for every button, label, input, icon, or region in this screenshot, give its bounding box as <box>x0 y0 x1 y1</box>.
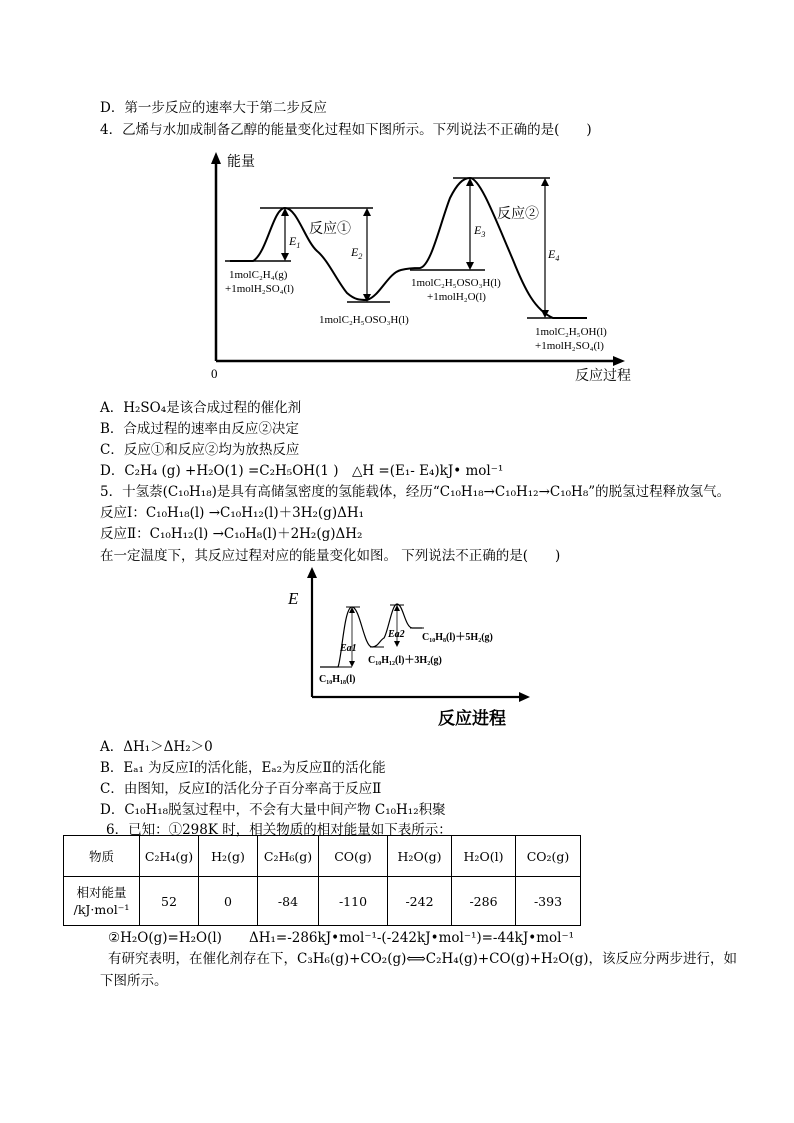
q4-state3-a: 1molC₂H₅OSO₃H(l) <box>411 277 501 289</box>
q4-e3-label: $E_3$ <box>474 223 486 239</box>
q4-stem: 4．乙烯与水加成制备乙醇的能量变化过程如下图所示。下列说法不正确的是( ) <box>100 122 592 138</box>
table-row <box>64 877 581 926</box>
q4-state2: 1molC₂H₅OSO₃H(l) <box>319 314 409 326</box>
q5-energy-diagram <box>282 562 532 732</box>
q5-option-b: B．Eₐ₁ 为反应Ⅰ的活化能，Eₐ₂为反应Ⅱ的活化能 <box>100 760 386 776</box>
q4-state3-b: +1molH₂O(l) <box>427 291 486 303</box>
table-value: 52 <box>140 877 199 926</box>
table-species: CO₂(g) <box>516 836 581 877</box>
q4-option-a: A．H₂SO₄是该合成过程的催化剂 <box>100 400 302 416</box>
q3-option-d: D．第一步反应的速率大于第二步反应 <box>100 100 327 116</box>
q5-state-start: C₁₀H₁₈(l) <box>319 674 356 685</box>
q6-text-line1: 有研究表明，在催化剂存在下，C₃H₆(g)+CO₂(g)⟺C₂H₄(g)+CO(g)+H₂O(g)，该反应分两步进行，如 <box>108 951 737 967</box>
q6-text-line2: 下图所示。 <box>100 973 168 989</box>
table-value: 0 <box>199 877 258 926</box>
q4-x-arrow <box>613 356 625 366</box>
q6-note: ②H₂O(g)=H₂O(l) ΔH₁=-286kJ•mol⁻¹-(-242kJ•mol⁻¹)=-44kJ•mol⁻¹ <box>108 930 575 946</box>
q4-energy-diagram <box>195 148 645 388</box>
q6-energy-table <box>63 835 581 926</box>
q4-origin: 0 <box>211 366 218 381</box>
table-row-label: 相对能量 /kJ·mol⁻¹ <box>64 877 140 926</box>
q4-y-label: 能量 <box>227 155 255 170</box>
q5-reaction2: 反应Ⅱ：C₁₀H₁₂(l) →C₁₀H₈(l)＋2H₂(g)ΔH₂ <box>100 526 363 542</box>
q5-state-mid: C₁₀H₁₂(l)＋3H₂(g) <box>368 655 442 666</box>
table-species: C₂H₄(g) <box>140 836 199 877</box>
q5-ea2-label: Ea2 <box>388 629 405 640</box>
table-value: -286 <box>452 877 516 926</box>
table-species: H₂O(l) <box>452 836 516 877</box>
q4-state1-a: 1molC₂H₄(g) <box>229 269 288 281</box>
q4-x-label: 反应过程 <box>575 369 631 384</box>
q4-reaction1-label: 反应① <box>309 222 351 237</box>
q5-option-c: C．由图知，反应Ⅰ的活化分子百分率高于反应Ⅱ <box>100 781 382 797</box>
q4-e1-label: $E_1$ <box>289 234 301 250</box>
q4-e4-label: $E_4$ <box>548 247 560 263</box>
table-value: -84 <box>258 877 319 926</box>
q4-option-d: D．C₂H₄ (g) +H₂O(1) =C₂H₅OH(1 ) △H =(E₁- E₄)kJ• mol⁻¹ <box>100 463 504 479</box>
q5-ea1-label: Ea1 <box>340 643 357 654</box>
q4-e2-label: $E_2$ <box>351 245 363 261</box>
q4-y-arrow <box>211 152 221 164</box>
q5-stem: 5．十氢萘(C₁₀H₁₈)是具有高储氢密度的氢能载体，经历“C₁₀H₁₈→C₁₀H₁₂→C₁₀H₈”的脱氢过程释放氢气。 <box>100 484 731 500</box>
q4-energy-curve <box>230 178 587 318</box>
q4-state4-a: 1molC₂H₅OH(l) <box>535 326 607 338</box>
q4-reaction2-label: 反应② <box>497 207 539 222</box>
table-row <box>64 836 581 877</box>
q4-state1-b: +1molH₂SO₄(l) <box>225 283 294 295</box>
table-species: C₂H₆(g) <box>258 836 319 877</box>
table-value: -242 <box>388 877 452 926</box>
table-species: H₂O(g) <box>388 836 452 877</box>
q4-option-c: C．反应①和反应②均为放热反应 <box>100 442 300 458</box>
q5-option-a: A．ΔH₁＞ΔH₂＞0 <box>100 739 213 755</box>
q4-state4-b: +1molH₂SO₄(l) <box>535 340 604 352</box>
q5-context: 在一定温度下，其反应过程对应的能量变化如图。 下列说法不正确的是( ) <box>100 548 561 564</box>
q5-x-arrow <box>519 692 530 702</box>
table-value: -393 <box>516 877 581 926</box>
table-value: -110 <box>319 877 388 926</box>
table-species: CO(g) <box>319 836 388 877</box>
q5-option-d: D．C₁₀H₁₈脱氢过程中，不会有大量中间产物 C₁₀H₁₂积聚 <box>100 802 446 818</box>
q5-y-label: E <box>288 589 299 608</box>
q5-x-label: 反应进程 <box>438 709 506 728</box>
table-header-label: 物质 <box>64 836 140 877</box>
q4-option-b: B．合成过程的速率由反应②决定 <box>100 421 299 437</box>
q5-reaction1: 反应Ⅰ：C₁₀H₁₈(l) →C₁₀H₁₂(l)＋3H₂(g)ΔH₁ <box>100 505 365 521</box>
table-species: H₂(g) <box>199 836 258 877</box>
q5-y-arrow <box>307 567 317 578</box>
q5-state-end: C₁₀H₈(l)＋5H₂(g) <box>422 632 493 643</box>
q6-stem: 6．已知：①298K 时，相关物质的相对能量如下表所示： <box>106 822 452 838</box>
